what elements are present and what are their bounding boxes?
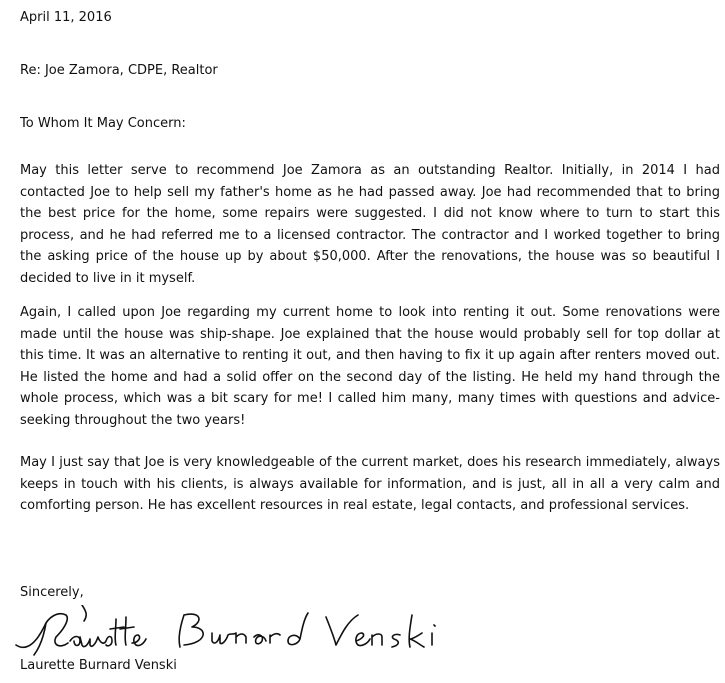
signer-name: Laurette Burnard Venski	[20, 658, 177, 673]
letter-paragraph-3: May I just say that Joe is very knowledgeable of the current market, does his research immediately, always keeps in touch with his clients, is always available for information, and is just, all in all a very calm and comforting person. He has excellent resources in real estate, legal contacts, and professional services.	[20, 455, 720, 513]
letter-date: April 11, 2016	[20, 10, 112, 25]
letter-salutation: To Whom It May Concern:	[20, 116, 186, 131]
letter-subject: Re: Joe Zamora, CDPE, Realtor	[20, 63, 218, 78]
handwritten-signature	[8, 605, 458, 663]
letter-paragraph-2: Again, I called upon Joe regarding my current home to look into renting it out. Some renovations were made until the house was ship-shape. Joe explained that the house would probably sell for top dollar at this time. It was an alternative to renting it out, and then having to fix it up again after renters moved out. He listed the home and had a solid offer on the second day of the listing. He held my hand through the whole process, which was a bit scary for me! I called him many, many times with questions and advice-seeking throughout the two years!	[20, 305, 720, 428]
letter-closing: Sincerely,	[20, 585, 84, 600]
letter-paragraph-1: May this letter serve to recommend Joe Zamora as an outstanding Realtor. Initially, in 2014 I had contacted Joe to help sell my father's home as he had passed away. Joe had recommended that to bring the best price for the home, some repairs were suggested. I did not know where to turn to start this process, and he had referred me to a licensed contractor. The contractor and I worked together to bring the asking price of the house up by about $50,000. After the renovations, the house was so beautiful I decided to live in it myself.	[20, 163, 720, 286]
